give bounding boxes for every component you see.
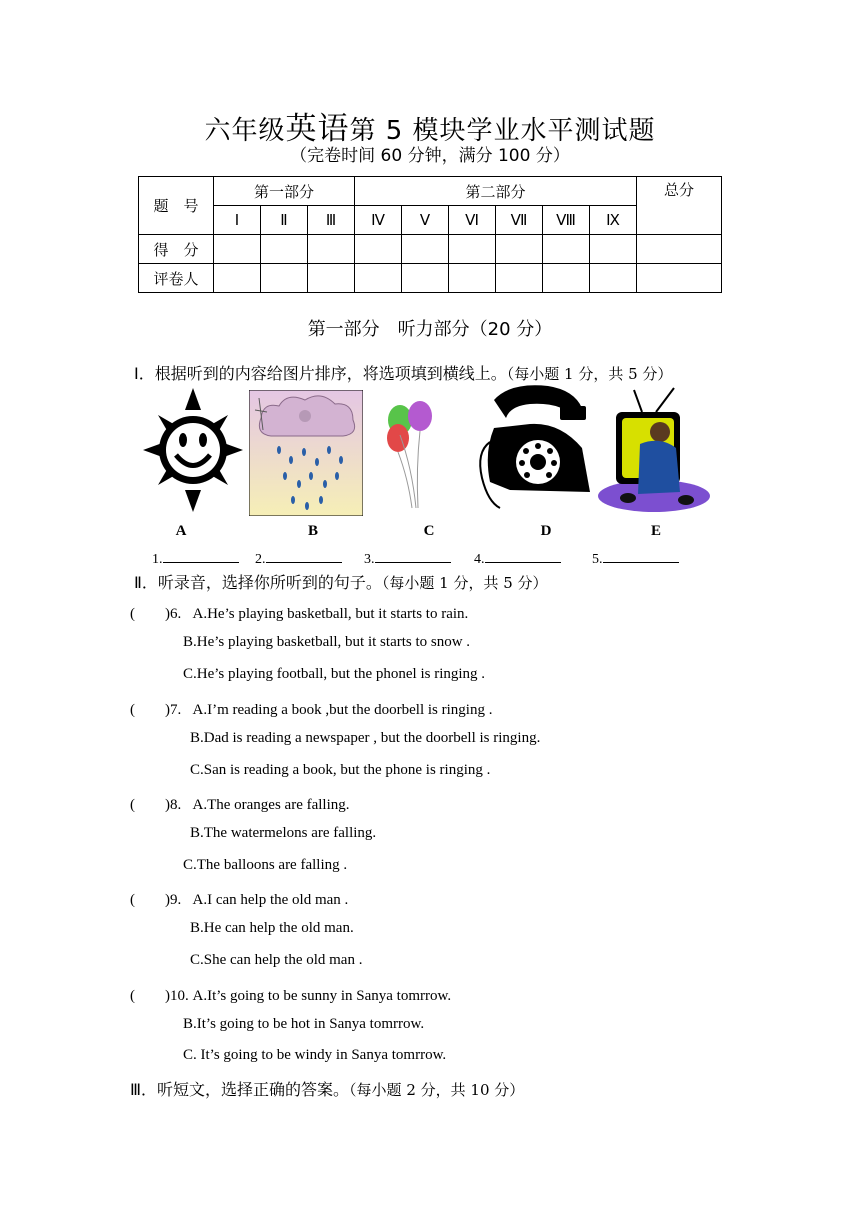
option-10b: B.It’s going to be hot in Sanya tomrrow. — [183, 1016, 425, 1032]
numeral-cell: Ⅸ — [590, 206, 637, 235]
score-cell[interactable] — [308, 235, 355, 264]
picture-label-a: A — [175, 523, 187, 539]
score-cell[interactable] — [402, 235, 449, 264]
question-8: ( )8. A.The oranges are falling. — [130, 797, 350, 813]
numeral-cell: Ⅶ — [496, 206, 543, 235]
option-9b: B.He can help the old man. — [190, 920, 354, 936]
q3-heading: Ⅲ．听短文，选择正确的答案。（每小题 2 分，共 10 分） — [130, 1080, 525, 1099]
option-6c: C.He’s playing football, but the phonel is ringing . — [183, 666, 486, 682]
option-7c: C.San is reading a book, but the phone is ringing . — [190, 762, 491, 778]
part2-header: 第二部分 — [355, 177, 637, 206]
grader-cell[interactable] — [543, 264, 590, 293]
picture-label-c: C — [423, 523, 435, 539]
answer-blank-1[interactable]: 1. — [152, 550, 239, 568]
score-cell[interactable] — [590, 235, 637, 264]
q2-heading: Ⅱ．听录音，选择你所听到的句子。（每小题 1 分，共 5 分） — [134, 573, 548, 592]
score-cell[interactable] — [496, 235, 543, 264]
q1-heading: Ⅰ．根据听到的内容给图片排序，将选项填到横线上。（每小题 1 分，共 5 分） — [134, 364, 673, 383]
question-10: ( )10. A.It’s going to be sunny in Sanya tomrrow. — [130, 988, 452, 1004]
picture-label-b: B — [307, 523, 318, 539]
grader-cell[interactable] — [637, 264, 722, 293]
picture-label-d: D — [540, 523, 552, 539]
grader-cell[interactable] — [496, 264, 543, 293]
numeral-cell: Ⅳ — [355, 206, 402, 235]
section1-title: 第一部分 听力部分（20 分） — [307, 319, 553, 340]
score-cell[interactable] — [214, 235, 261, 264]
rain-cloud-icon — [249, 390, 363, 516]
page-subtitle: （完卷时间 60 分钟，满分 100 分） — [290, 146, 570, 166]
numeral-cell: Ⅰ — [214, 206, 261, 235]
question-6: ( )6. A.He’s playing basketball, but it starts to rain. — [130, 606, 469, 622]
answer-blank-3[interactable]: 3. — [364, 550, 451, 568]
balloons-icon — [372, 398, 456, 512]
telephone-icon — [470, 382, 592, 516]
total-header: 总分 — [637, 177, 722, 235]
numeral-cell: Ⅱ — [261, 206, 308, 235]
grader-cell[interactable] — [355, 264, 402, 293]
row-label-grader: 评卷人 — [139, 264, 214, 293]
option-8c: C.The balloons are falling . — [183, 857, 348, 873]
answer-blank-5[interactable]: 5. — [592, 550, 679, 568]
score-cell[interactable] — [449, 235, 496, 264]
option-10c: C. It’s going to be windy in Sanya tomrrow. — [183, 1047, 447, 1063]
question-9: ( )9. A.I can help the old man . — [130, 892, 349, 908]
numeral-cell: Ⅲ — [308, 206, 355, 235]
score-table — [138, 176, 722, 293]
answer-blank-4[interactable]: 4. — [474, 550, 561, 568]
option-8b: B.The watermelons are falling. — [190, 825, 377, 841]
grader-cell[interactable] — [590, 264, 637, 293]
sun-icon — [143, 388, 243, 516]
row-label-question: 题 号 — [139, 177, 214, 235]
numeral-cell: Ⅷ — [543, 206, 590, 235]
numeral-cell: Ⅴ — [402, 206, 449, 235]
score-cell[interactable] — [261, 235, 308, 264]
row-label-score: 得 分 — [139, 235, 214, 264]
grader-cell[interactable] — [308, 264, 355, 293]
option-9c: C.She can help the old man . — [190, 952, 363, 968]
option-6b: B.He’s playing basketball, but it starts to snow . — [183, 634, 471, 650]
answer-blank-2[interactable]: 2. — [255, 550, 342, 568]
grader-cell[interactable] — [449, 264, 496, 293]
part1-header: 第一部分 — [214, 177, 355, 206]
grader-cell[interactable] — [261, 264, 308, 293]
option-7b: B.Dad is reading a newspaper , but the doorbell is ringing. — [190, 730, 541, 746]
score-cell[interactable] — [543, 235, 590, 264]
picture-label-e: E — [650, 523, 661, 539]
grader-cell[interactable] — [402, 264, 449, 293]
grader-cell[interactable] — [214, 264, 261, 293]
tv-icon — [594, 384, 712, 516]
page-title: 六年级英语第 5 模块学业水平测试题 — [204, 111, 656, 147]
numeral-cell: Ⅵ — [449, 206, 496, 235]
question-7: ( )7. A.I’m reading a book ,but the doorbell is ringing . — [130, 702, 493, 718]
score-cell[interactable] — [637, 235, 722, 264]
score-cell[interactable] — [355, 235, 402, 264]
